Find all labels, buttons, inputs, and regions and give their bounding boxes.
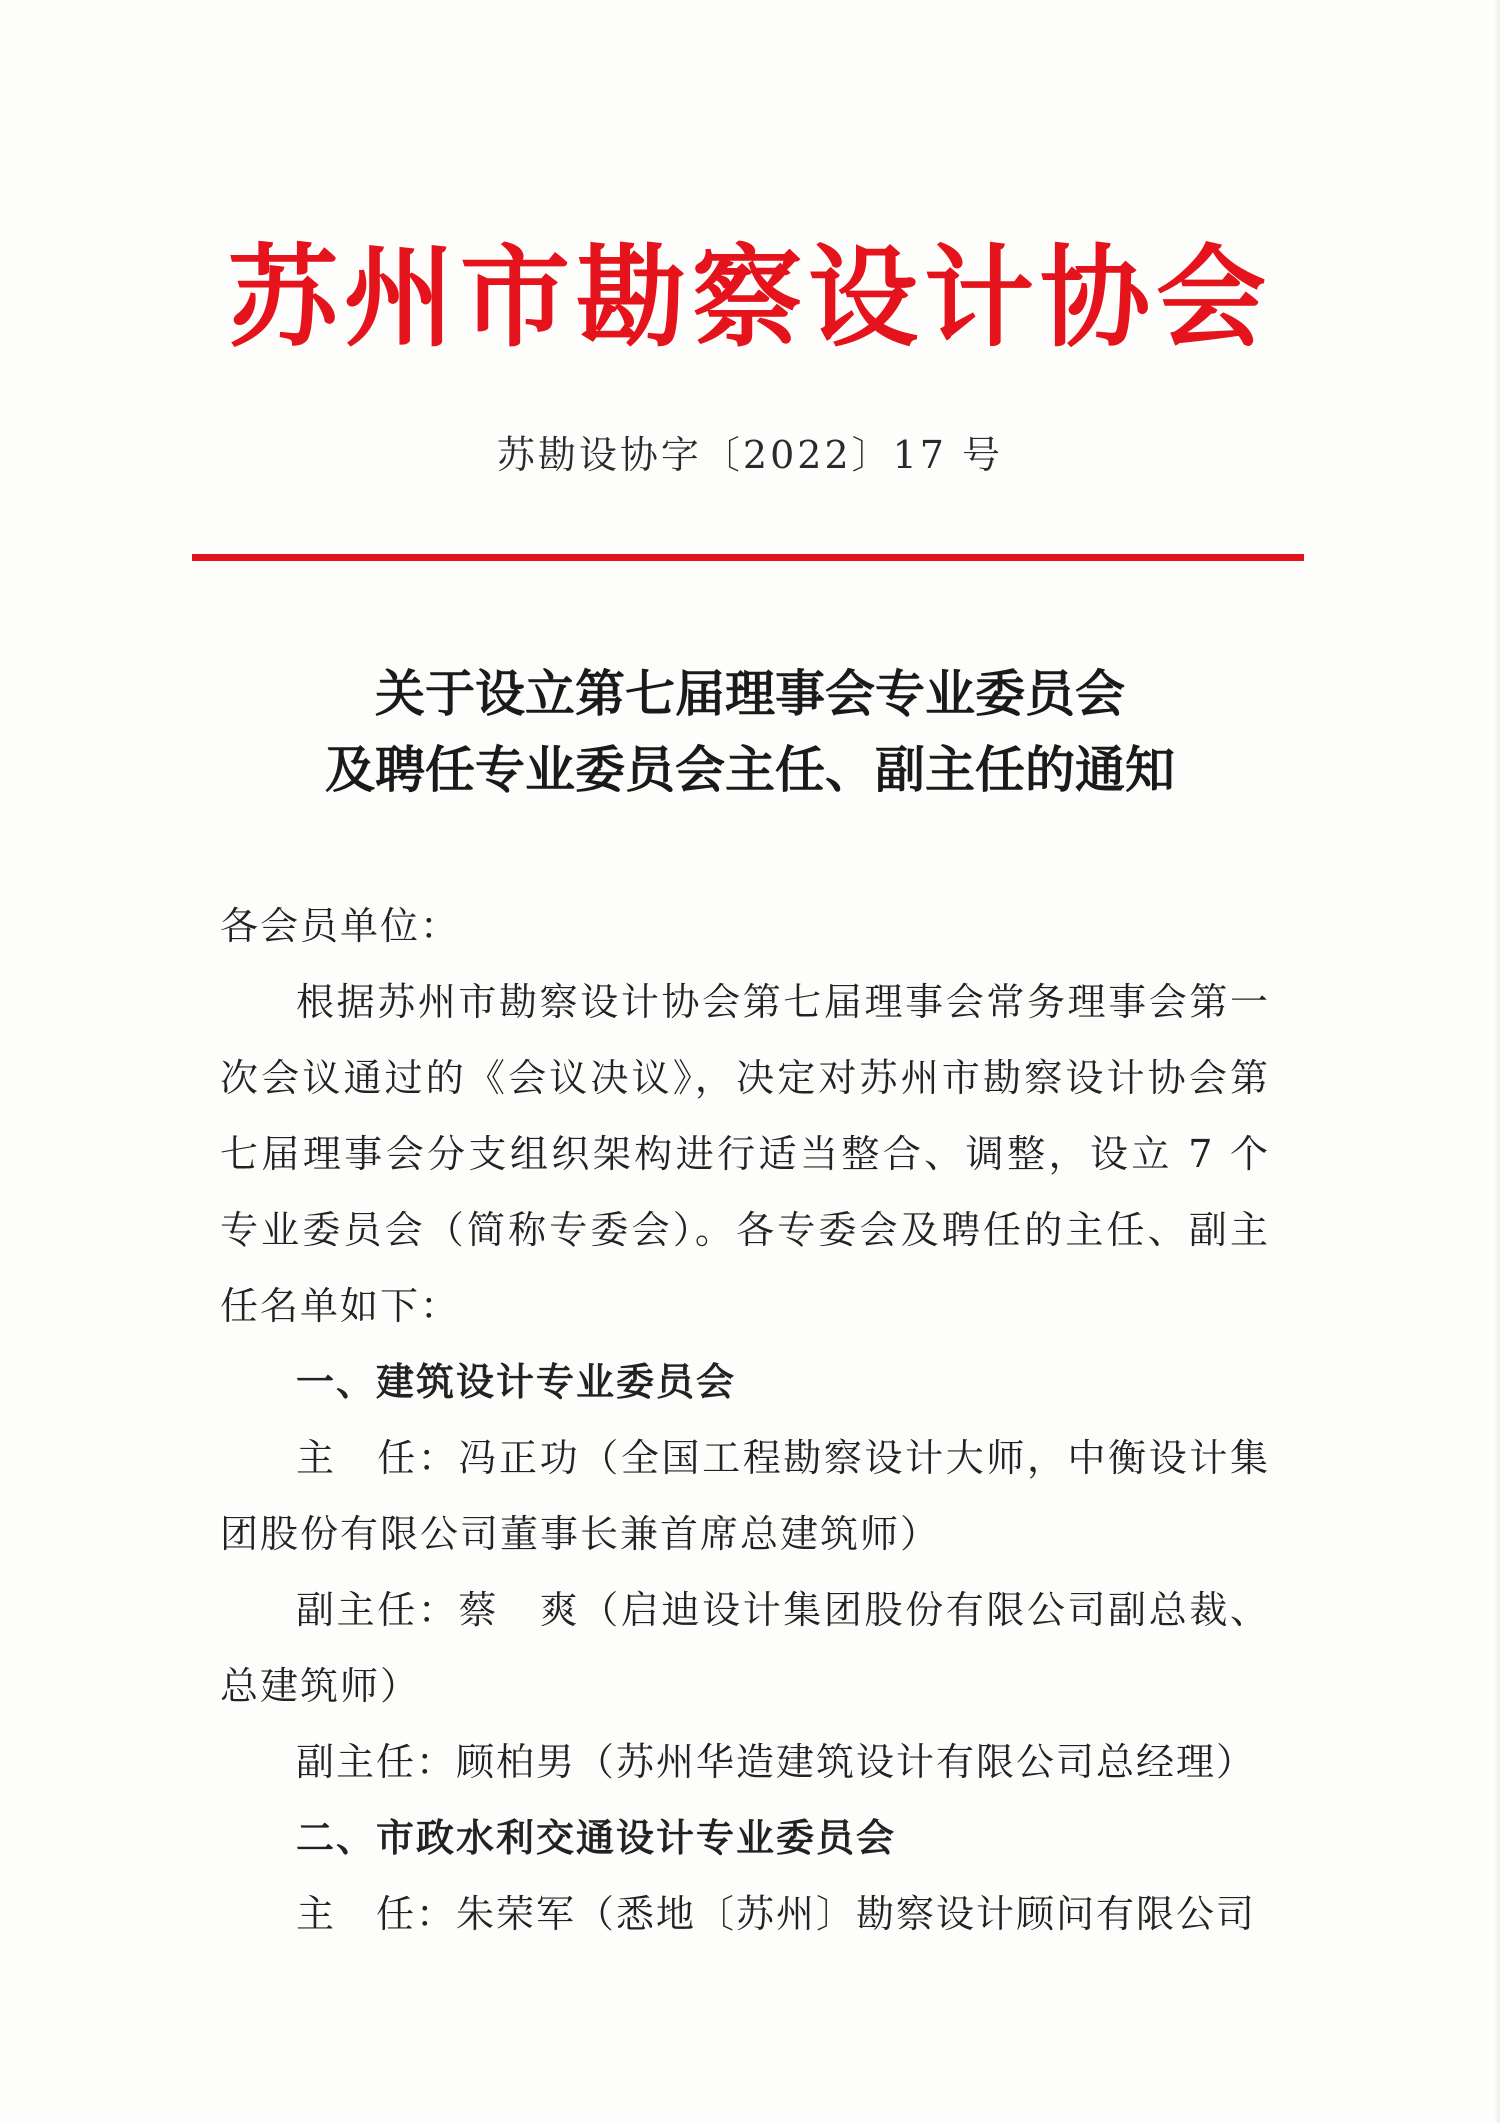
section-heading-2: 二、市政水利交通设计专业委员会 [296, 1815, 897, 1860]
document-body [220, 888, 1270, 1952]
title-line-2: 及聘任专业委员会主任、副主任的通知 [325, 740, 1175, 799]
section-1-entry-3: 副主任：顾柏男（苏州华造建筑设计有限公司总经理） [296, 1740, 1257, 1784]
header-divider [192, 554, 1304, 561]
title-line-1: 关于设立第七届理事会专业委员会 [375, 664, 1125, 723]
document-title [0, 656, 1500, 808]
intro-paragraph: 根据苏州市勘察设计协会第七届理事会常务理事会第一次会议通过的《会议决议》，决定对苏州市勘察设计协会第七届理事会分支组织架构进行适当整合、调整，设立 7 个专业委员会（简称专委会）。各专委会及聘任的主任、副主任名单如下： [220, 980, 1270, 1328]
section-1-entry-1: 主 任：冯正功（全国工程勘察设计大师，中衡设计集团股份有限公司董事长兼首席总建筑师） [220, 1436, 1270, 1556]
salutation: 各会员单位： [220, 904, 461, 948]
document-number: 苏勘设协字〔2022〕17 号 [496, 433, 1004, 477]
organization-header: 苏州市勘察设计协会 [228, 233, 1272, 362]
section-2-entry-1: 主 任：朱荣军（悉地〔苏州〕勘察设计顾问有限公司 [296, 1892, 1257, 1936]
section-heading-1: 一、建筑设计专业委员会 [296, 1359, 737, 1404]
section-1-entry-2: 副主任：蔡 爽（启迪设计集团股份有限公司副总裁、总建筑师） [220, 1588, 1270, 1708]
